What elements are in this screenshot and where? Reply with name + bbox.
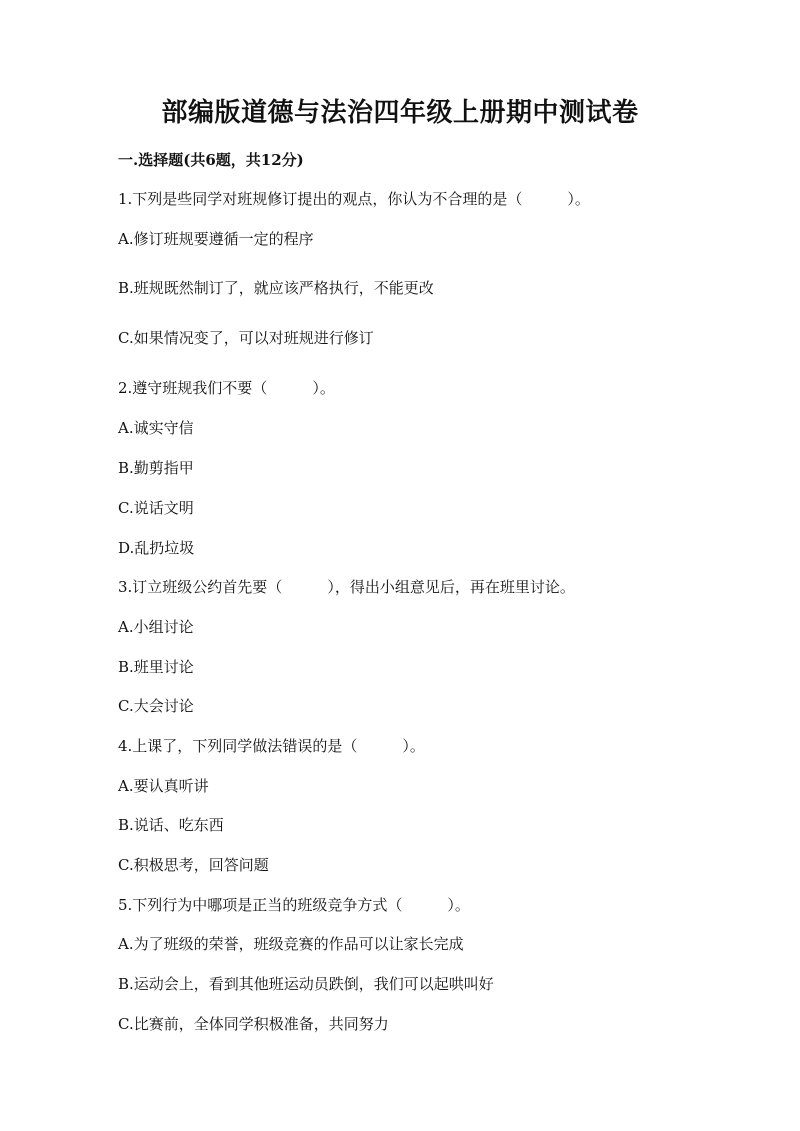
- question-3-option-c: C.大会讨论: [118, 697, 194, 715]
- question-2-stem: 2.遵守班规我们不要（ ）。: [118, 379, 335, 397]
- question-5-option-a: A.为了班级的荣誉，班级竞赛的作品可以让家长完成: [118, 935, 464, 953]
- question-2-option-d: D.乱扔垃圾: [118, 539, 195, 557]
- question-3-option-a: A.小组讨论: [118, 618, 194, 636]
- question-3-option-b: B.班里讨论: [118, 658, 194, 676]
- question-5-stem: 5.下列行为中哪项是正当的班级竞争方式（ ）。: [118, 896, 470, 914]
- question-2-option-a: A.诚实守信: [118, 419, 194, 437]
- question-4-option-b: B.说话、吃东西: [118, 816, 224, 834]
- section-heading: 一.选择题(共6题，共12分): [118, 151, 304, 169]
- question-1-stem: 1.下列是些同学对班规修订提出的观点，你认为不合理的是（ ）。: [118, 190, 590, 208]
- question-2-option-b: B.勤剪指甲: [118, 459, 194, 477]
- question-1-option-c: C.如果情况变了，可以对班规进行修订: [118, 329, 374, 347]
- question-2-option-c: C.说话文明: [118, 499, 194, 517]
- question-5-option-c: C.比赛前，全体同学积极准备，共同努力: [118, 1015, 389, 1033]
- question-4-option-a: A.要认真听讲: [118, 777, 209, 795]
- question-5-option-b: B.运动会上，看到其他班运动员跌倒，我们可以起哄叫好: [118, 975, 494, 993]
- question-4-stem: 4.上课了，下列同学做法错误的是（ ）。: [118, 737, 425, 755]
- question-1-option-b: B.班规既然制订了，就应该严格执行，不能更改: [118, 279, 434, 297]
- question-1-option-a: A.修订班规要遵循一定的程序: [118, 230, 314, 248]
- question-3-stem: 3.订立班级公约首先要（ ），得出小组意见后，再在班里讨论。: [118, 578, 575, 596]
- question-4-option-c: C.积极思考，回答问题: [118, 856, 269, 874]
- page-title: 部编版道德与法治四年级上册期中测试卷: [161, 98, 639, 128]
